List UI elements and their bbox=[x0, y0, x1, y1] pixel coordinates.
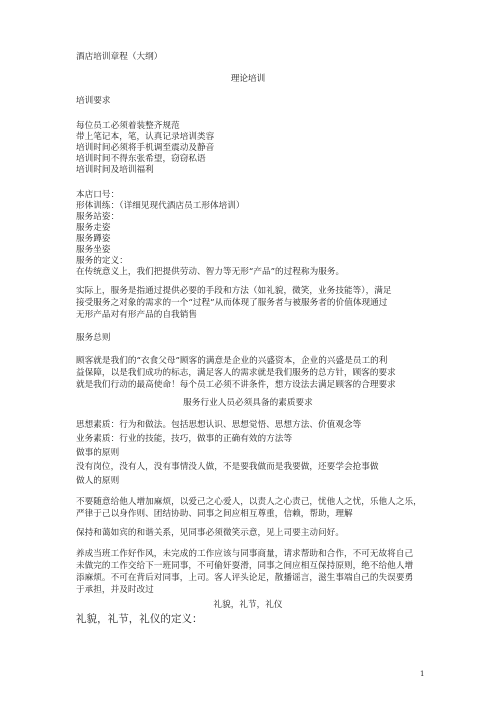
etiquette-heading: 礼貌，礼节，礼仪 bbox=[213, 600, 283, 610]
paragraph-line: 添麻烦。不可在背后对同事，上司。客人评头论足，散播谣言，滋生事端自己的失误要勇 bbox=[76, 573, 414, 583]
service-definition-text: 在传统意义上，我们把提供劳动、智力等无形“产品”的过程称为服务。 bbox=[76, 267, 345, 277]
paragraph-line: 无形产品对有形产品的自我销售 bbox=[76, 310, 198, 320]
page-number: 1 bbox=[420, 670, 425, 678]
requirement-item: 培训时间不得东张希望，窃窃私语 bbox=[76, 154, 206, 164]
etiquette-definition: 礼貌，礼节，礼仪的定义： bbox=[76, 613, 203, 625]
training-requirements-heading: 培训要求 bbox=[76, 96, 111, 106]
paragraph-line: 未做完的工作交给下一班同事，不可偷奸耍滑，同事之间应相互保持原则，绝不给他人增 bbox=[76, 561, 414, 571]
service-definition-label: 服务的定义： bbox=[76, 256, 128, 266]
harmony-text: 保持和蔼如宾的和谐关系，见同事必须微笑示意，见上司要主动问好。 bbox=[76, 528, 344, 538]
paragraph-line: 益保障，以是我们成功的标志，满足客人的需求就是我们服务的总方针，顾客的要求 bbox=[76, 368, 396, 378]
paragraph-line: 不要随意给他人增加麻烦，以爱己之心爱人，以责人之心责己，忧他人之忧，乐他人之乐， bbox=[76, 497, 422, 507]
service-principles-heading: 服务总则 bbox=[76, 333, 111, 343]
paragraph-line: 严律于己以身作则、团结协助、同事之间应相互尊重，信赖，帮助，理解 bbox=[76, 509, 353, 519]
posture-standing: 服务站姿： bbox=[76, 212, 120, 222]
requirement-item: 培训时间及培训福利 bbox=[76, 165, 154, 175]
requirement-item: 每位员工必须着装整齐规范 bbox=[76, 121, 180, 131]
posture-walking: 服务走姿 bbox=[76, 223, 111, 233]
paragraph-line: 接受服务之对象的需求的一个“过程”从而体现了服务者与被服务者的价值体现通过 bbox=[76, 298, 388, 308]
quality-line: 业务素质：行业的技能，技巧，做事的正确有效的方法等 bbox=[76, 434, 293, 444]
document-title: 酒店培训章程（大纲） bbox=[76, 52, 163, 62]
posture-squatting: 服务蹲姿 bbox=[76, 234, 111, 244]
paragraph-line: 顾客就是我们的“衣食父母”顾客的满意是企业的兴盛资本，企业的兴盛是员工的利 bbox=[76, 356, 388, 366]
be-person-heading: 做人的原则 bbox=[76, 476, 120, 486]
paragraph-line: 养成当班工作好作风，未完成的工作应该与同事商量，请求帮助和合作，不可无故将自己 bbox=[76, 549, 414, 559]
requirement-item: 带上笔记本，笔，认真记录培训类容 bbox=[76, 132, 215, 142]
paragraph-line: 于承担，并及时改过 bbox=[76, 585, 154, 595]
paragraph-line: 就是我们行动的最高使命！每个员工必须不讲条件，想方设法去满足顾客的合理要求 bbox=[76, 380, 396, 390]
quality-heading: 服务行业人员必须具备的素质要求 bbox=[183, 398, 313, 408]
requirement-item: 培训时间必须将手机调至震动及静音 bbox=[76, 143, 215, 153]
body-training: 形体训练：（详细见现代酒店员工形体培训） bbox=[76, 201, 245, 211]
section-heading-theory: 理论培训 bbox=[230, 74, 266, 84]
quality-line: 思想素质：行为和做法。包括思想认识、思想觉悟、思想方法、价值观念等 bbox=[76, 420, 362, 430]
paragraph-line: 实际上，服务是指通过提供必要的手段和方法（如礼貌，微笑，业务技能等），满足 bbox=[76, 286, 392, 296]
posture-sitting: 服务坐姿 bbox=[76, 245, 111, 255]
do-things-text: 没有岗位，没有人，没有事情没人做，不是要我做而是我要做，还要学会抢事做 bbox=[76, 462, 379, 472]
do-things-heading: 做事的原则 bbox=[76, 448, 120, 458]
store-slogan: 本店口号： bbox=[76, 190, 120, 200]
